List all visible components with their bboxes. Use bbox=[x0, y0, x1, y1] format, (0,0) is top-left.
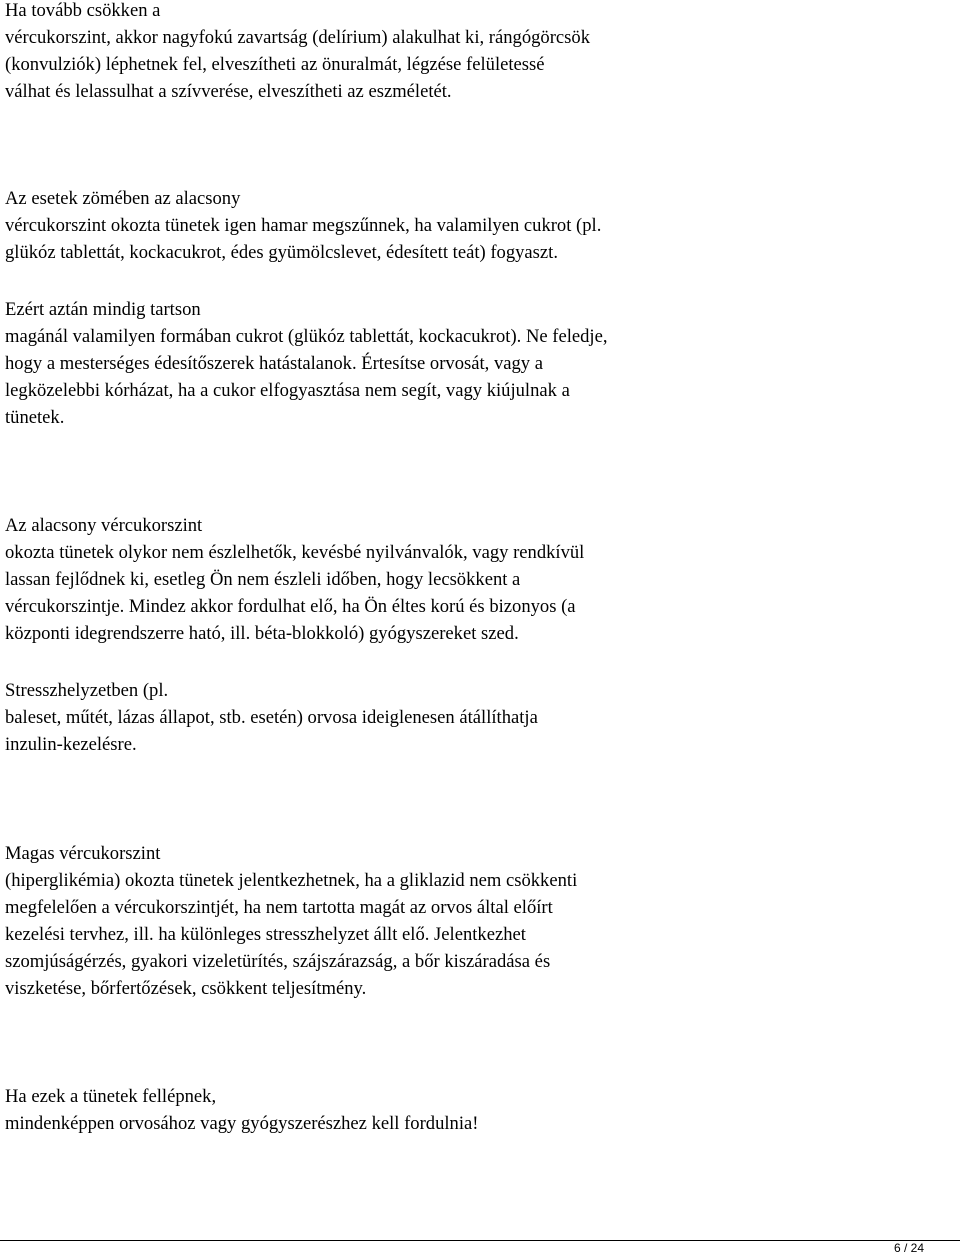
text-line: glükóz tablettát, kockacukrot, édes gyümölcslevet, édesített teát) fogyaszt. bbox=[5, 242, 558, 263]
text-line: (konvulziók) léphetnek fel, elveszítheti az önuralmát, légzése felületessé bbox=[5, 54, 545, 75]
text-line: lassan fejlődnek ki, esetleg Ön nem észleli időben, hogy lecsökkent a bbox=[5, 569, 521, 590]
text-line: inzulin-kezelésre. bbox=[5, 734, 137, 755]
text-line: baleset, műtét, lázas állapot, stb. esetén) orvosa ideiglenesen átállíthatja bbox=[5, 707, 538, 728]
text-line: vércukorszintje. Mindez akkor fordulhat elő, ha Ön éltes korú és bizonyos (a bbox=[5, 596, 576, 617]
text-line: magánál valamilyen formában cukrot (glükóz tablettát, kockacukrot). Ne feledje, bbox=[5, 326, 608, 347]
paragraph-high-sugar bbox=[5, 840, 955, 1002]
text-line: megfelelően a vércukorszintjét, ha nem tartotta magát az orvos által előírt bbox=[5, 897, 553, 918]
text-line: válhat és lelassulhat a szívverése, elveszítheti az eszméletét. bbox=[5, 81, 452, 102]
text-line: (hiperglikémia) okozta tünetek jelentkezhetnek, ha a gliklazid nem csökkenti bbox=[5, 870, 578, 891]
text-line: központi idegrendszerre ható, ill. béta-blokkoló) gyógyszereket szed. bbox=[5, 623, 519, 644]
text-line: viszketése, bőrfertőzések, csökkent teljesítmény. bbox=[5, 978, 367, 999]
text-line: legközelebbi kórházat, ha a cukor elfogyasztása nem segít, vagy kiújulnak a bbox=[5, 380, 570, 401]
footer-divider bbox=[0, 1240, 960, 1241]
text-line: hogy a mesterséges édesítőszerek hatástalanok. Értesítse orvosát, vagy a bbox=[5, 353, 544, 374]
paragraph-hidden-symptoms bbox=[5, 512, 955, 647]
text-line: vércukorszint, akkor nagyfokú zavartság (delírium) alakulhat ki, rángógörcsök bbox=[5, 27, 590, 48]
text-line: mindenképpen orvosához vagy gyógyszerészhez kell fordulnia! bbox=[5, 1113, 479, 1134]
page-number: 6 / 24 bbox=[893, 1241, 924, 1255]
text-line: Ha ezek a tünetek fellépnek, bbox=[5, 1086, 217, 1107]
text-line: vércukorszint okozta tünetek igen hamar megszűnnek, ha valamilyen cukrot (pl. bbox=[5, 215, 602, 236]
paragraph-carry-sugar bbox=[5, 296, 955, 431]
text-line: okozta tünetek olykor nem észlelhetők, kevésbé nyilvánvalók, vagy rendkívül bbox=[5, 542, 585, 563]
text-line: tünetek. bbox=[5, 407, 65, 428]
text-line: Ezért aztán mindig tartson bbox=[5, 299, 201, 320]
text-line: szomjúságérzés, gyakori vizeletürítés, szájszárazság, a bőr kiszáradása és bbox=[5, 951, 551, 972]
text-line: Magas vércukorszint bbox=[5, 843, 161, 864]
text-line: Stresszhelyzetben (pl. bbox=[5, 680, 169, 701]
paragraph-stress-situations bbox=[5, 677, 955, 758]
paragraph-low-sugar-worsening bbox=[5, 0, 955, 105]
paragraph-consult-doctor bbox=[5, 1083, 955, 1137]
text-line: Az alacsony vércukorszint bbox=[5, 515, 203, 536]
text-line: Az esetek zömében az alacsony bbox=[5, 188, 241, 209]
paragraph-symptom-resolution bbox=[5, 185, 955, 266]
text-line: kezelési tervhez, ill. ha különleges stresszhelyzet állt elő. Jelentkezhet bbox=[5, 924, 526, 945]
text-line: Ha tovább csökken a bbox=[5, 0, 161, 21]
